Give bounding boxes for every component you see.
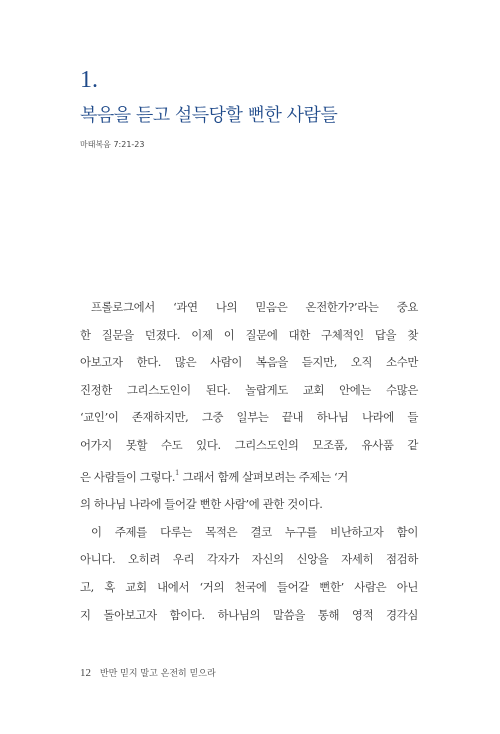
paragraph-line-part: 그래서 함께 살펴보려는 주제는 ‘거 [182, 469, 348, 484]
paragraph-line: 이 주제를 다루는 목적은 결코 누구를 비난하고자 함이 [91, 524, 418, 539]
body-text [80, 294, 418, 629]
paragraph-line: 고, 혹 교회 내에서 ‘거의 천국에 들어갈 뻔한’ 사람은 아닌 [80, 579, 418, 594]
footnote-marker[interactable]: 1 [175, 468, 180, 477]
paragraph-line: 지 돌아보고자 함이다. 하나님의 말씀을 통해 영적 경각심 [80, 607, 418, 622]
paragraph-line-part: 은 사람들이 그렇다. [80, 469, 176, 484]
paragraph-line: 한 질문을 던졌다. 이제 이 질문에 대한 구체적인 답을 찾 [80, 327, 418, 342]
chapter-title: 복음을 듣고 설득당할 뻔한 사람들 [80, 105, 338, 126]
paragraph-line: 진정한 그리스도인이 된다. 놀랍게도 교회 안에는 수많은 [80, 382, 418, 397]
page-number: 12 [80, 667, 91, 679]
paragraph-line: 아보고자 한다. 많은 사람이 복음을 듣지만, 오직 소수만 [80, 355, 418, 370]
paragraph-line: 아니다. 오히려 우리 각자가 자신의 신앙을 자세히 점검하 [80, 552, 418, 567]
paragraph-line: 프롤로그에서 ‘과연 나의 믿음은 온전한가?’라는 중요 [91, 300, 418, 314]
running-title: 반만 믿지 말고 온전히 믿으라 [99, 669, 216, 679]
chapter-number: 1. [80, 67, 98, 93]
paragraph-line: 어가지 못할 수도 있다. 그리스도인의 모조품, 유사품 같 [80, 437, 418, 452]
scripture-reference: 마태복음 7:21-23 [80, 140, 145, 149]
paragraph-line: ‘교인’이 존재하지만, 그중 일부는 끝내 하나님 나라에 들 [80, 410, 418, 425]
paragraph-line: 의 하나님 나라에 들어갈 뻔한 사람’에 관한 것이다. [80, 497, 323, 512]
page-footer [80, 666, 216, 679]
paragraph-line [80, 460, 418, 492]
